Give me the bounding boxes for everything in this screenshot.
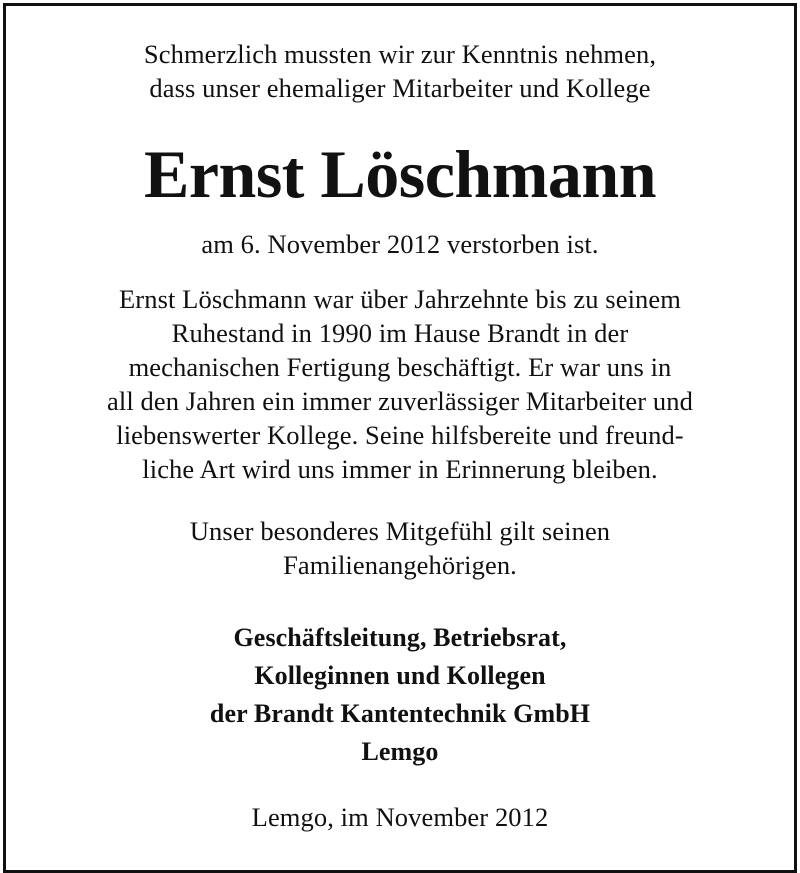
signature-line-4: Lemgo — [361, 737, 439, 766]
body-line-2: Ruhestand in 1990 im Hause Brandt in der — [171, 318, 629, 348]
body-line-3: mechanischen Fertigung beschäftigt. Er war uns in — [128, 352, 672, 382]
intro-line-2: dass unser ehemaliger Mitarbeiter und Kollege — [149, 73, 651, 103]
signature-line-2: Kolleginnen und Kollegen — [254, 661, 546, 690]
signature-line-3: der Brandt Kantentechnik GmbH — [209, 699, 591, 728]
body-line-4: all den Jahren ein immer zuverlässiger Mitarbeiter und — [107, 386, 693, 416]
deceased-name: Ernst Löschmann — [143, 136, 657, 212]
sympathy-line-1: Unser besonderes Mitgefühl gilt seinen — [189, 516, 611, 546]
signature-line-1: Geschäftsleitung, Betriebsrat, — [233, 623, 567, 652]
body-line-6: liche Art wird uns immer in Erinnerung bleiben. — [142, 454, 658, 484]
death-date-line: am 6. November 2012 verstorben ist. — [201, 229, 599, 259]
body-line-1: Ernst Löschmann war über Jahrzehnte bis zu seinem — [119, 284, 681, 314]
sympathy-line-2: Familienangehörigen. — [283, 550, 517, 580]
place-date-line: Lemgo, im November 2012 — [251, 802, 549, 832]
intro-line-1: Schmerzlich mussten wir zur Kenntnis nehmen, — [143, 39, 657, 69]
body-line-5: liebenswerter Kollege. Seine hilfsbereite und freund- — [116, 420, 684, 450]
